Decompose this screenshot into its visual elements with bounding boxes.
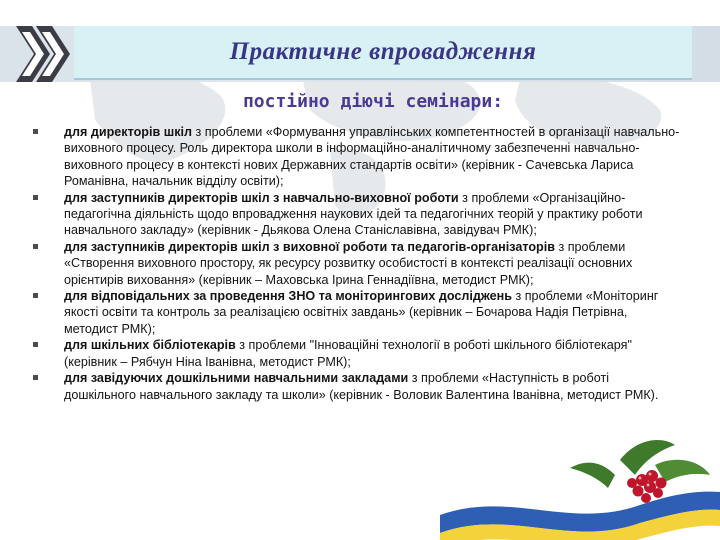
viburnum-ribbon-decoration — [420, 420, 720, 540]
item-bold-label: для відповідальних за проведення ЗНО та моніторингових досліджень — [64, 289, 512, 304]
item-bold-label: для шкільних бібліотекарів — [64, 338, 236, 353]
list-item — [30, 337, 680, 370]
list-item — [30, 288, 680, 337]
list-item — [30, 190, 680, 239]
bullet-icon — [33, 129, 38, 134]
bullet-icon — [33, 342, 38, 347]
item-bold-label: для завідуючих дошкільними навчальними закладами — [64, 371, 409, 386]
item-text: з проблеми «Організаційно-педагогічна діяльність щодо впровадження наукових ідей та педагогічних теорій у практику роботи навчального закладу» (керівник - Дьякова Олена Станіславівна, завідувач РМК); — [64, 190, 643, 238]
bullet-icon — [33, 244, 38, 249]
slide-title: Практичне впровадження — [229, 38, 537, 65]
item-text: з проблеми «Наступність в роботі дошкільного навчального закладу та школи» (керівник - Воловик Валентина Іванівна, методист РМК). — [64, 371, 659, 402]
item-bold-label: для заступників директорів шкіл з виховної роботи та педагогів-організаторів — [64, 239, 555, 254]
item-text: з проблеми «Створення виховного простору, як ресурсу розвитку особистості в контексті реалізації основних орієнтирів виховання» (керівник – Маховська Ірина Геннадіївна, методист РМК); — [64, 239, 633, 287]
list-item — [30, 370, 680, 403]
item-bold-label: для заступників директорів шкіл з навчально-виховної роботи — [64, 190, 459, 205]
item-text: з проблеми «Формування управлінських компетентностей в організації навчально-виховного процесу. Роль директора школи в інформаційно-аналітичному забезпеченні навчально-виховного процесу в контексті нових Державних стандартів освіти» (керівник - Сачевська Лариса Романівна, начальник відділу освіти); — [64, 125, 680, 189]
bullet-icon — [33, 195, 38, 200]
item-text: з проблеми "Інноваційні технології в роботі шкільного бібліотекаря" (керівник – Рябчун Ніна Іванівна, методист РМК); — [64, 338, 632, 369]
seminar-list — [30, 124, 680, 403]
bullet-icon — [33, 293, 38, 298]
list-item — [30, 124, 680, 190]
item-bold-label: для директорів шкіл — [64, 125, 193, 139]
double-chevron-icon — [16, 26, 74, 82]
slide-subtitle: постійно діючі семінари: — [242, 91, 504, 112]
bullet-icon — [33, 375, 38, 380]
list-item — [30, 239, 680, 288]
item-text: з проблеми «Моніторинг якості освіти та контроль за реалізацією освітніх завдань» (керівник – Бочарова Надія Петрівна, методист РМК); — [64, 289, 659, 336]
